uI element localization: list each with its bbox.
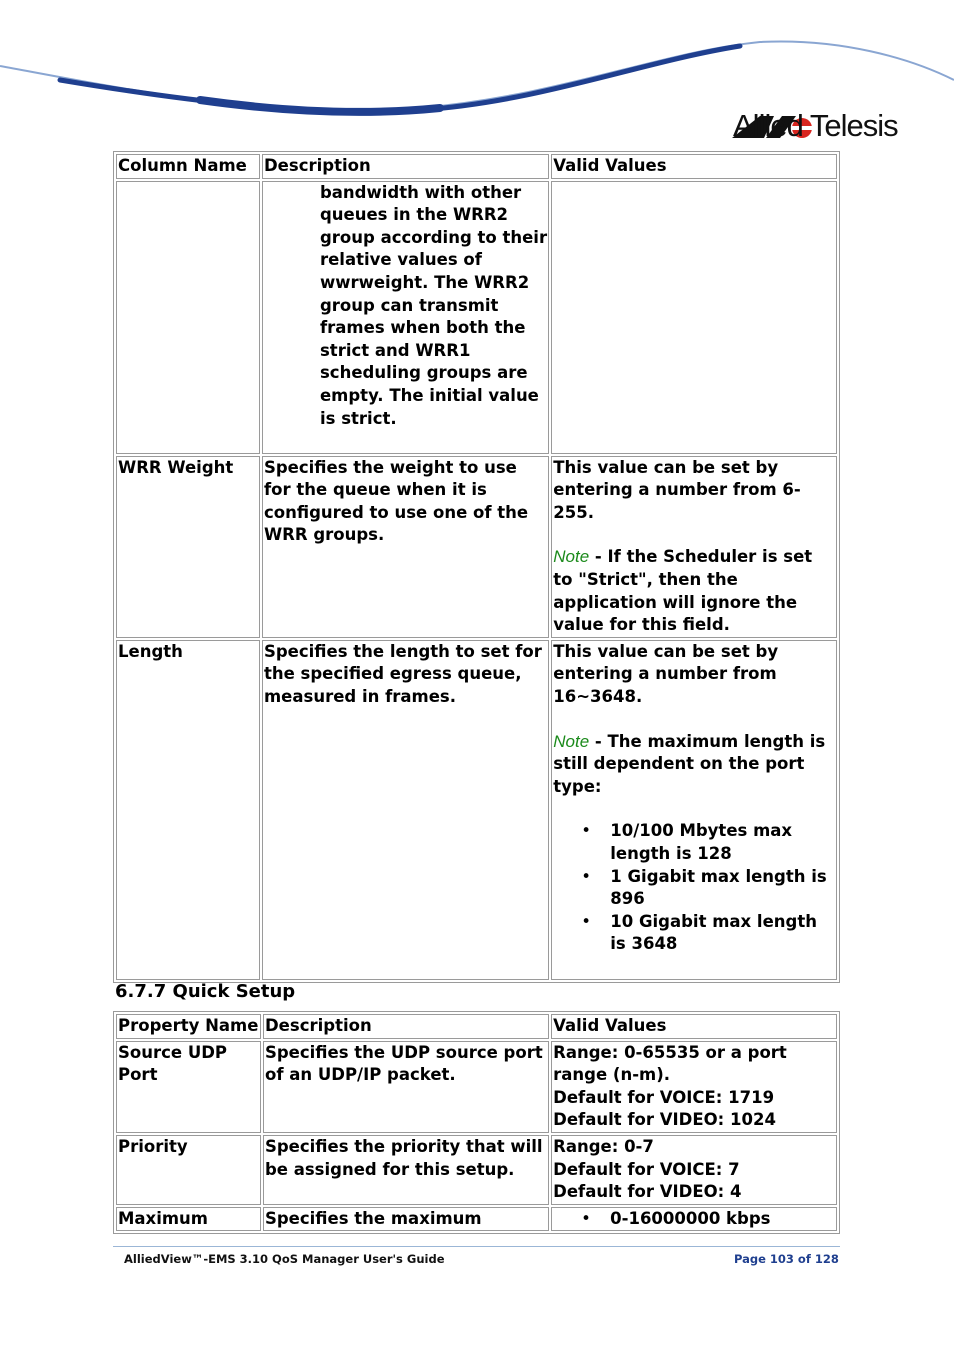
cell-description: Specifies the weight to use for the queue when it is configured to use one of the WRR groups.: [262, 456, 549, 638]
cell-description: Specifies the UDP source port of an UDP/IP packet.: [263, 1041, 549, 1133]
cell-valid-values: [551, 1135, 837, 1205]
footer-guide-title: AlliedView™-EMS 3.10 QoS Manager User's Guide: [124, 1252, 445, 1266]
cell-valid-values: [551, 640, 837, 980]
cell-description: Specifies the length to set for the specified egress queue, measured in frames.: [262, 640, 549, 980]
header-description: Description: [262, 154, 549, 179]
valid-line: Default for VOICE: 1719: [553, 1087, 775, 1107]
note-text: - If the Scheduler is set to "Strict", then the application will ignore the value for this field.: [553, 547, 813, 635]
note-paragraph: [553, 546, 835, 636]
cell-valid-values: [551, 1207, 837, 1232]
table-row-maximum: [116, 1207, 837, 1232]
cell-valid-values: [551, 181, 837, 454]
port-length-list: [553, 820, 835, 956]
table-row-length: [116, 640, 837, 980]
table-row-continuation: [116, 181, 837, 454]
table-row-priority: [116, 1135, 837, 1205]
cell-column-name: WRR Weight: [116, 456, 260, 638]
valid-line: Default for VIDEO: 4: [553, 1182, 742, 1202]
header-column-name: Column Name: [116, 154, 260, 179]
list-item: • 10 Gigabit max length is 3648: [610, 911, 835, 956]
note-label: Note: [553, 731, 590, 751]
valid-values-text: This value can be set by entering a number from 16~3648.: [553, 641, 779, 706]
maximum-values-list: [553, 1208, 835, 1231]
table-row-source-udp-port: [116, 1041, 837, 1133]
list-item: • 0-16000000 kbps: [610, 1208, 835, 1231]
cell-property-name: Maximum: [116, 1207, 261, 1232]
header-valid-values: Valid Values: [551, 1014, 837, 1039]
valid-line: Default for VIDEO: 1024: [553, 1110, 776, 1130]
cell-column-name: Length: [116, 640, 260, 980]
section-heading: 6.7.7 Quick Setup: [115, 981, 296, 1002]
cell-description: Specifies the maximum: [263, 1207, 549, 1232]
cell-property-name: Source UDP Port: [116, 1041, 261, 1133]
cell-description: bandwidth with other queues in the WRR2 group according to their relative values of wwrweight. The WRR2 group can transmit frames when both the strict and WRR1 scheduling groups are empty. The initial value is strict.: [262, 181, 549, 454]
header-description: Description: [263, 1014, 549, 1039]
cell-valid-values: [551, 1041, 837, 1133]
header-property-name: Property Name: [116, 1014, 261, 1039]
list-item: • 1 Gigabit max length is 896: [610, 866, 835, 911]
table-header-row: [116, 154, 837, 179]
table-row-wrr-weight: [116, 456, 837, 638]
note-text: - The maximum length is still dependent on the port type:: [553, 731, 826, 796]
quick-setup-table: [113, 1011, 840, 1234]
footer-divider: [113, 1246, 840, 1247]
note-label: Note: [553, 547, 590, 567]
header-valid-values: Valid Values: [551, 154, 837, 179]
valid-line: Range: 0-7: [553, 1136, 654, 1156]
cell-property-name: Priority: [116, 1135, 261, 1205]
cell-valid-values: [551, 456, 837, 638]
valid-line: Default for VOICE: 7: [553, 1159, 740, 1179]
brand-name: Allied Telesis: [733, 108, 898, 143]
column-description-table: [113, 151, 840, 983]
footer-page-number: Page 103 of 128: [734, 1252, 839, 1266]
valid-values-text: This value can be set by entering a number from 6-255.: [553, 457, 801, 522]
list-item: • 10/100 Mbytes max length is 128: [610, 820, 835, 865]
table-header-row: [116, 1014, 837, 1039]
note-paragraph: [553, 731, 835, 799]
cell-description: Specifies the priority that will be assigned for this setup.: [263, 1135, 549, 1205]
cell-column-name: [116, 181, 260, 454]
valid-line: Range: 0-65535 or a port range (n-m).: [553, 1042, 787, 1085]
